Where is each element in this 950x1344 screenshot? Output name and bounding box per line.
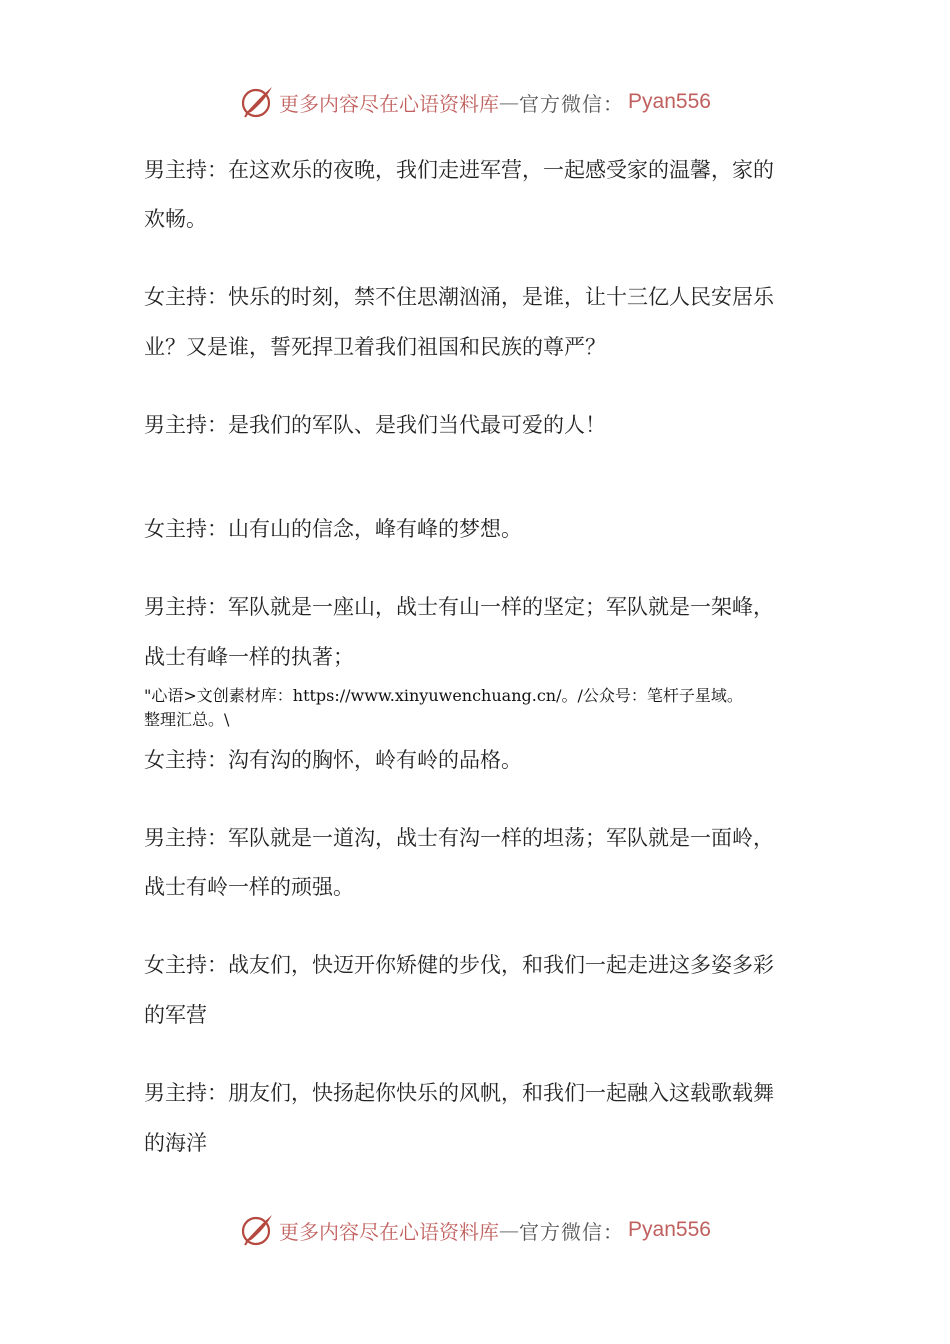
- banner-slogan: 更多内容尽在心语资料库: [279, 91, 500, 116]
- header-banner: [0, 82, 950, 122]
- banner-wechat-id: Pyan556: [628, 90, 711, 113]
- banner-wechat-label: 官方微信：: [519, 1219, 625, 1244]
- paragraph-1-line-1: 男主持：在这欢乐的夜晚，我们走进军营，一起感受家的温馨，家的: [144, 158, 774, 182]
- paragraph-7-line-2: 战士有岭一样的顽强。: [144, 875, 354, 899]
- banner-wechat-label: 官方微信：: [519, 91, 625, 116]
- paragraph-4-line-1: 女主持：山有山的信念，峰有峰的梦想。: [144, 517, 522, 541]
- paragraph-8-line-1: 女主持：战友们，快迈开你矫健的步伐，和我们一起走进这多姿多彩: [144, 953, 774, 977]
- quill-pen-logo-icon: [239, 1212, 275, 1248]
- paragraph-8-line-2: 的军营: [144, 1003, 207, 1027]
- paragraph-9-line-1: 男主持：朋友们，快扬起你快乐的风帆，和我们一起融入这载歌载舞: [144, 1081, 774, 1105]
- banner-dash: —: [499, 1218, 520, 1242]
- paragraph-2-line-1: 女主持：快乐的时刻，禁不住思潮汹涌，是谁，让十三亿人民安居乐: [144, 285, 774, 309]
- quill-pen-logo-icon: [239, 84, 275, 120]
- banner-wechat-id: Pyan556: [628, 1218, 711, 1241]
- footer-banner: [0, 1210, 950, 1250]
- paragraph-7-line-1: 男主持：军队就是一道沟，战士有沟一样的坦荡；军队就是一面岭，: [144, 826, 774, 850]
- paragraph-3-line-1: 男主持：是我们的军队、是我们当代最可爱的人！: [144, 413, 606, 437]
- banner-dash: —: [499, 90, 520, 114]
- paragraph-1-line-2: 欢畅。: [144, 207, 207, 231]
- paragraph-2-line-2: 业？又是谁，誓死捍卫着我们祖国和民族的尊严？: [144, 335, 606, 359]
- paragraph-5-line-1: 男主持：军队就是一座山，战士有山一样的坚定；军队就是一架峰，: [144, 595, 774, 619]
- banner-slogan: 更多内容尽在心语资料库: [279, 1219, 500, 1244]
- source-note-line-1: "心语>文创素材库：https://www.xinyuwenchuang.cn/。/公众号：笔杆子星域。: [144, 686, 743, 705]
- paragraph-9-line-2: 的海洋: [144, 1131, 207, 1155]
- paragraph-5-line-2: 战士有峰一样的执著；: [144, 645, 354, 669]
- paragraph-6-line-1: 女主持：沟有沟的胸怀，岭有岭的品格。: [144, 748, 522, 772]
- source-note-line-2: 整理汇总。\: [144, 710, 230, 729]
